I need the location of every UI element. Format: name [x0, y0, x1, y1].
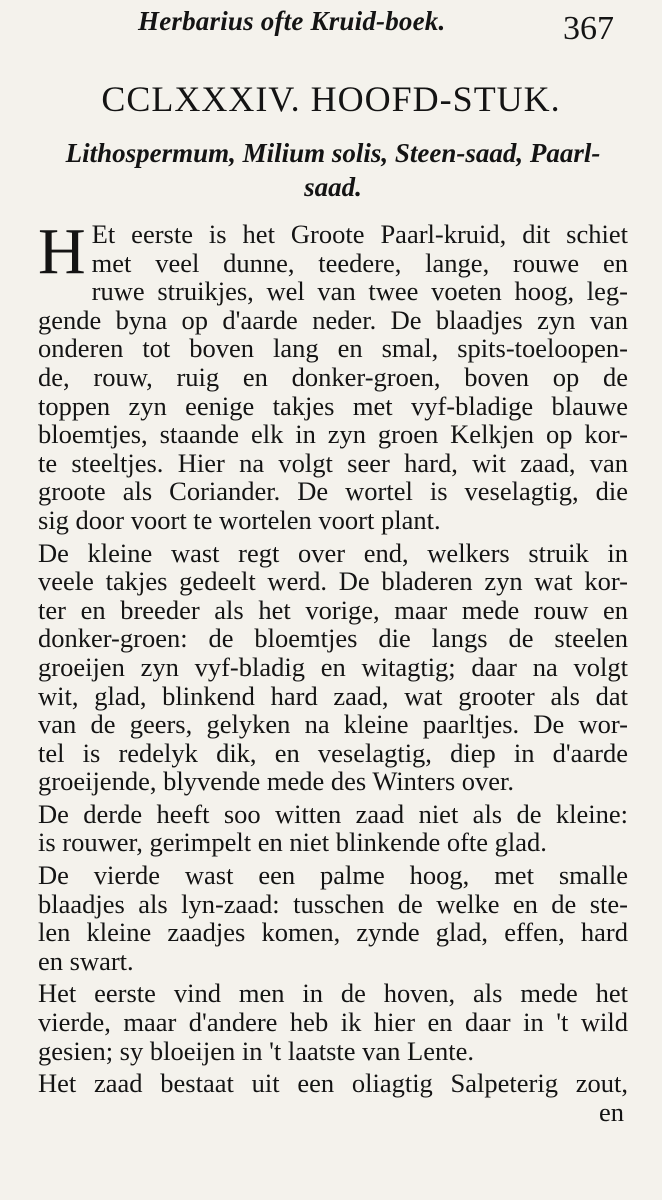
- paragraph: [38, 539, 628, 796]
- paragraph: [38, 861, 628, 975]
- text-line: De vierde wast een palme hoog, met smalle: [38, 860, 628, 891]
- body-text: [38, 215, 628, 1099]
- text-line: vierde, maar d'andere heb ik hier en daar in 't wild: [38, 1007, 628, 1038]
- text-line: veele takjes gedeelt werd. De bladeren zyn wat kor-: [38, 566, 628, 597]
- text-line: len kleine zaadjes komen, zynde glad, effen, hard: [38, 917, 628, 948]
- page-number: 367: [563, 10, 614, 47]
- text-line: ruwe struikjes, wel van twee voeten hoog, leg-: [91, 276, 628, 307]
- text-line: groote als Coriander. De wortel is veselagtig, die: [38, 476, 628, 507]
- chapter-subtitle: [38, 136, 628, 204]
- text-line: groeijen zyn vyf-bladig en witagtig; daar na volgt: [38, 651, 628, 682]
- text-line: blaadjes als lyn-zaad: tusschen de welke en de ste-: [38, 888, 628, 919]
- text-line: ter en breeder als het vorige, maar mede rouw en: [38, 594, 628, 625]
- subtitle-line: Lithospermum, Milium solis, Steen-saad, Paarl-: [65, 138, 601, 168]
- text-line: Het zaad bestaat uit een oliagtig Salpeterig zout,: [38, 1068, 628, 1099]
- text-line: tel is redelyk dik, en veselagtig, diep in d'aarde: [38, 737, 628, 768]
- text-line: Et eerste is het Groote Paarl-kruid, dit schiet: [91, 219, 628, 249]
- drop-cap: H: [38, 215, 86, 288]
- text-line: gesien; sy bloeijen in 't laatste van Lente.: [38, 1035, 475, 1066]
- text-line: is rouwer, gerimpelt en niet blinkende ofte glad.: [38, 827, 547, 858]
- paragraph: [38, 215, 628, 535]
- text-line: sig door voort te wortelen voort plant.: [38, 504, 441, 535]
- text-line: van de geers, gelyken na kleine paarltjes. De wor-: [38, 709, 628, 740]
- running-head: Herbarius ofte Kruid-boek.: [138, 6, 446, 36]
- paragraph: [38, 979, 628, 1065]
- text-line: de, rouw, ruig en donker-groen, boven op de: [38, 361, 628, 392]
- catchword: en: [598, 1097, 624, 1127]
- text-line: De derde heeft soo witten zaad niet als de kleine:: [38, 798, 628, 829]
- text-line: wit, glad, blinkend hard zaad, wat grooter als dat: [38, 680, 628, 711]
- text-line: en swart.: [38, 945, 134, 976]
- text-line: gende byna op d'aarde neder. De blaadjes zyn van: [38, 304, 628, 335]
- text-line: donker-groen: de bloemtjes die langs de steelen: [38, 623, 628, 654]
- text-line: bloemtjes, staande elk in zyn groen Kelkjen op kor-: [38, 419, 628, 450]
- text-line: groeijende, blyvende mede des Winters over.: [38, 766, 515, 797]
- text-line: met veel dunne, teedere, lange, rouwe en: [91, 247, 628, 278]
- subtitle-line: saad.: [304, 172, 362, 202]
- chapter-heading: CCLXXXIV. HOOFD-STUK.: [101, 79, 561, 119]
- text-line: onderen tot boven lang en smal, spits-toeloopen-: [38, 333, 628, 364]
- text-line: te steeltjes. Hier na volgt seer hard, wit zaad, van: [38, 447, 628, 478]
- paragraph: [38, 1069, 628, 1098]
- paragraph: [38, 800, 628, 857]
- text-line: Het eerste vind men in de hoven, als mede het: [38, 978, 628, 1009]
- text-line: De kleine wast regt over end, welkers struik in: [38, 537, 628, 568]
- text-line: toppen zyn eenige takjes met vyf-bladige blauwe: [38, 390, 628, 421]
